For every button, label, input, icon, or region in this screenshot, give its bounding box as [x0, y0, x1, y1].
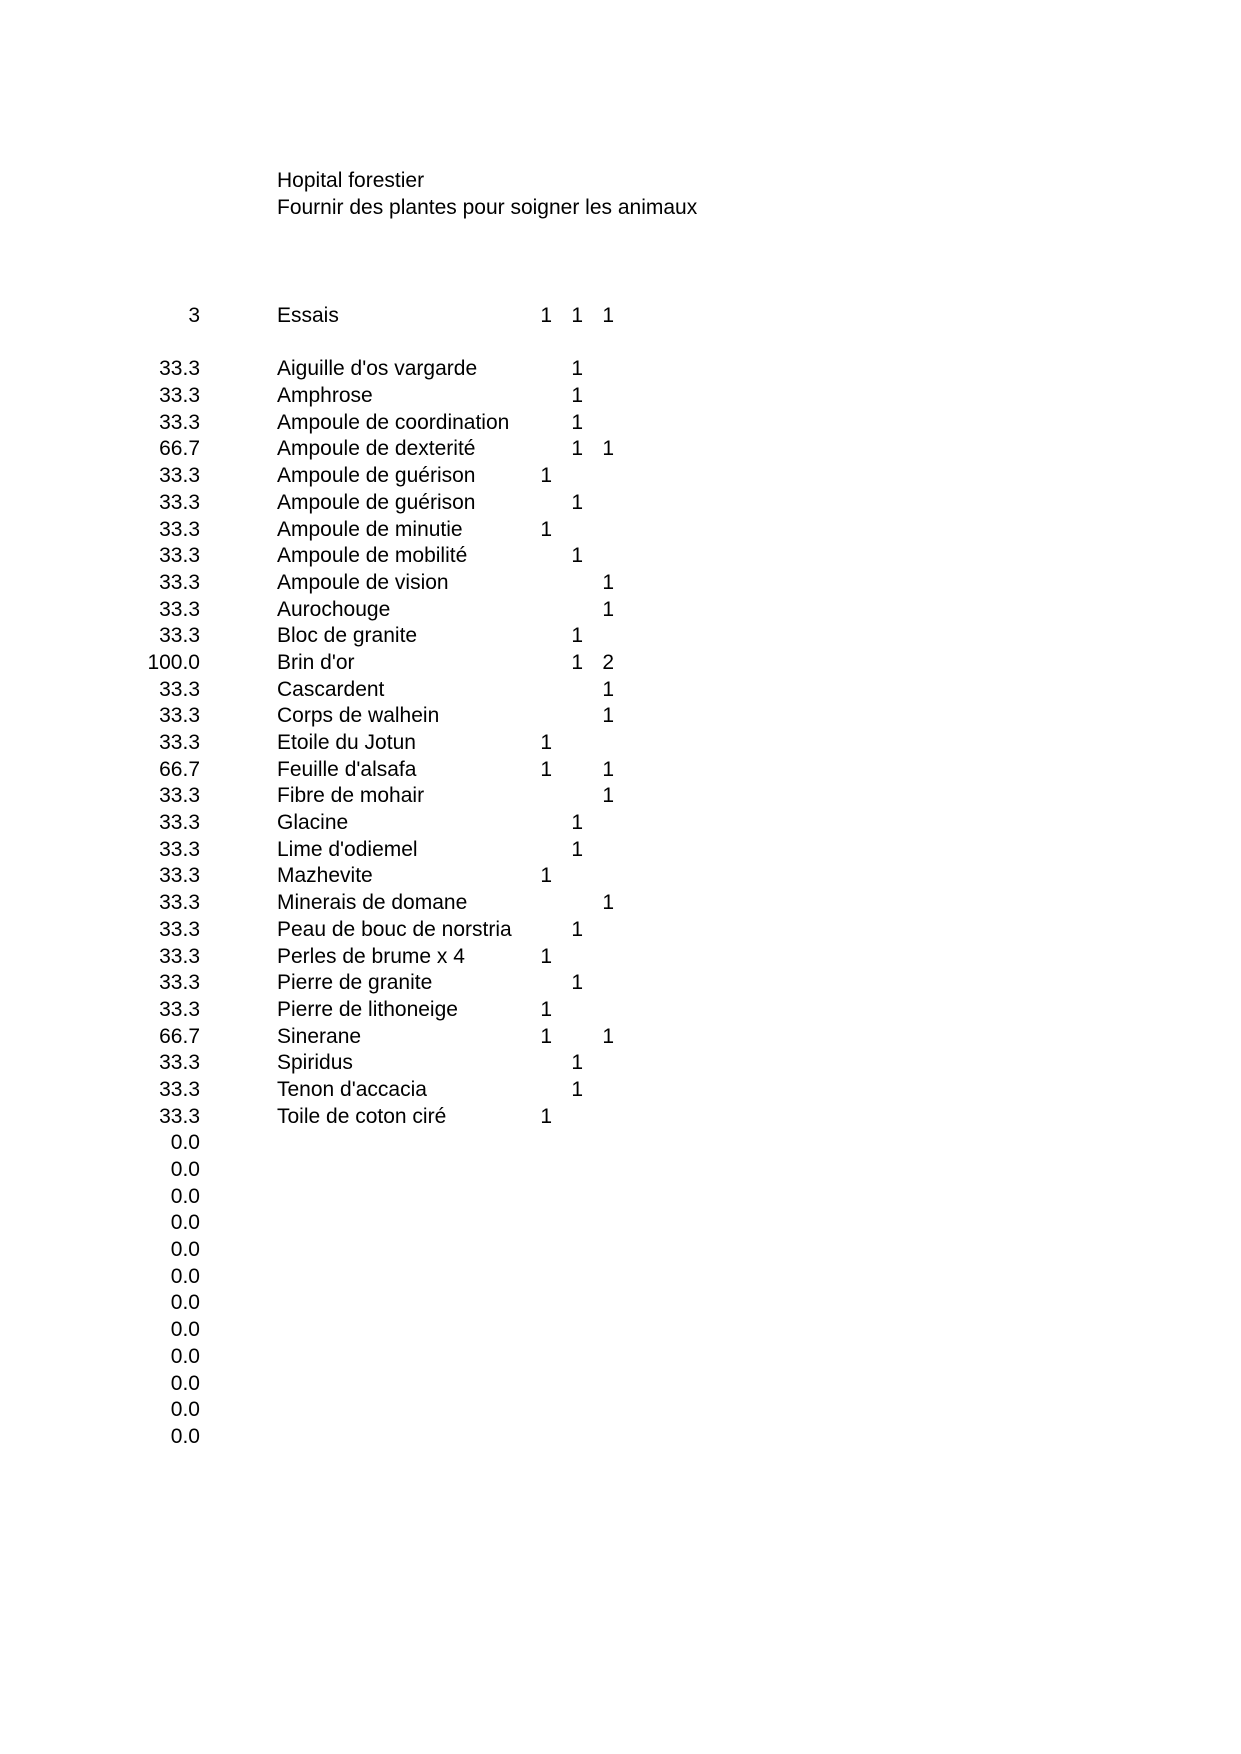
- ingredient-percent: 33.3: [159, 784, 200, 808]
- table-row: [0, 597, 1241, 624]
- trial-2-mark: 1: [571, 650, 583, 674]
- trial-3-mark: 1: [602, 437, 614, 461]
- ingredient-percent: 33.3: [159, 917, 200, 941]
- trial-2-mark: [553, 1210, 583, 1237]
- trial-3-mark: [584, 944, 614, 971]
- trial-3-mark: [584, 1290, 614, 1317]
- trial-3-mark: [584, 1104, 614, 1131]
- trial-2-mark: [553, 703, 583, 730]
- trial-3-mark: [584, 383, 614, 410]
- trial-3-mark: [584, 1344, 614, 1371]
- trial-3-mark: [584, 356, 614, 383]
- table-row: [0, 1210, 1241, 1237]
- table-row: [0, 970, 1241, 997]
- trial-1-mark: [522, 890, 552, 917]
- trial-2-mark: 1: [571, 811, 583, 835]
- ingredient-name: Bloc de granite: [277, 624, 418, 648]
- trial-2-mark: [553, 463, 583, 490]
- table-row: [0, 757, 1241, 784]
- trial-3-mark: [584, 863, 614, 890]
- ingredient-name: Ampoule de minutie: [277, 517, 463, 541]
- ingredient-percent: 33.3: [159, 864, 200, 888]
- ingredient-name: Perles de brume x 4: [277, 944, 465, 968]
- ingredient-percent: 33.3: [159, 1104, 200, 1128]
- trial-2-mark: [553, 783, 583, 810]
- table-row: [0, 517, 1241, 544]
- table-row: [0, 730, 1241, 757]
- ingredient-percent: 0.0: [170, 1264, 200, 1288]
- ingredient-percent: 33.3: [159, 677, 200, 701]
- ingredient-name: Ampoule de guérison: [277, 490, 476, 514]
- doc-subtitle: Fournir des plantes pour soigner les animaux: [277, 195, 698, 219]
- trial-2-mark: [553, 1104, 583, 1131]
- table-row: [0, 1264, 1241, 1291]
- ingredient-percent: 33.3: [159, 837, 200, 861]
- trial-1-mark: [522, 436, 552, 463]
- ingredient-name: Ampoule de dexterité: [277, 437, 476, 461]
- trial-3-mark: 1: [602, 757, 614, 781]
- table-row: [0, 783, 1241, 810]
- title-block: [277, 168, 697, 221]
- trial-3-mark: [584, 517, 614, 544]
- trial-1-mark: [522, 703, 552, 730]
- trial-2-mark: [553, 757, 583, 784]
- trial-3-mark: [584, 1157, 614, 1184]
- ingredient-percent: 0.0: [170, 1184, 200, 1208]
- header-essais-label: Essais: [277, 304, 339, 327]
- trial-3-mark: [584, 1264, 614, 1291]
- ingredient-percent: 33.3: [159, 1077, 200, 1101]
- ingredient-name: Cascardent: [277, 677, 385, 701]
- trial-2-mark: [553, 944, 583, 971]
- ingredient-name: Ampoule de guérison: [277, 464, 476, 488]
- ingredient-percent: 0.0: [170, 1318, 200, 1342]
- trial-1-mark: [522, 837, 552, 864]
- trial-1-mark: 1: [540, 944, 552, 968]
- trial-1-mark: 1: [540, 757, 552, 781]
- table-row: [0, 1371, 1241, 1398]
- ingredient-name: Aurochouge: [277, 597, 391, 621]
- trial-2-mark: [553, 730, 583, 757]
- trial-3-mark: [584, 623, 614, 650]
- ingredient-name: Mazhevite: [277, 864, 373, 888]
- trial-1-mark: [522, 650, 552, 677]
- ingredient-percent: 0.0: [170, 1398, 200, 1422]
- ingredient-name: Feuille d'alsafa: [277, 757, 417, 781]
- trial-1-mark: [522, 1210, 552, 1237]
- trial-2-mark: [553, 1317, 583, 1344]
- table-row: [0, 1157, 1241, 1184]
- trial-1-mark: [522, 1050, 552, 1077]
- ingredient-percent: 33.3: [159, 490, 200, 514]
- trial-1-mark: [522, 917, 552, 944]
- ingredient-percent: 33.3: [159, 997, 200, 1021]
- table-row: [0, 490, 1241, 517]
- trial-2-mark: 1: [571, 917, 583, 941]
- ingredient-percent: 33.3: [159, 597, 200, 621]
- header-trial-col-3: 1: [602, 304, 614, 327]
- trial-3-mark: 1: [602, 784, 614, 808]
- ingredient-name: Pierre de granite: [277, 971, 433, 995]
- trial-3-mark: [584, 1424, 614, 1451]
- ingredient-percent: 0.0: [170, 1424, 200, 1448]
- trial-2-mark: 1: [571, 437, 583, 461]
- ingredient-name: Tenon d'accacia: [277, 1077, 427, 1101]
- ingredient-percent: 33.3: [159, 811, 200, 835]
- trial-1-mark: 1: [540, 731, 552, 754]
- table-row: [0, 410, 1241, 437]
- ingredient-percent: 66.7: [159, 757, 200, 781]
- ingredient-percent: 33.3: [159, 517, 200, 541]
- table-row: [0, 1397, 1241, 1424]
- trial-2-mark: 1: [571, 971, 583, 995]
- trial-2-mark: 1: [571, 544, 583, 568]
- ingredient-name: Brin d'or: [277, 650, 355, 674]
- trial-2-mark: [553, 597, 583, 624]
- trial-1-mark: [522, 623, 552, 650]
- trial-1-mark: [522, 410, 552, 437]
- trial-2-mark: 1: [571, 1051, 583, 1075]
- ingredient-name: Ampoule de vision: [277, 570, 449, 594]
- ingredient-percent: 33.3: [159, 891, 200, 915]
- trial-1-mark: [522, 783, 552, 810]
- trial-1-mark: 1: [540, 997, 552, 1021]
- ingredient-name: Corps de walhein: [277, 704, 440, 728]
- table-row: [0, 890, 1241, 917]
- trial-2-mark: 1: [571, 624, 583, 648]
- trial-2-mark: [553, 1290, 583, 1317]
- data-grid: [0, 303, 1241, 1451]
- ingredient-name: Aiguille d'os vargarde: [277, 357, 478, 381]
- trial-1-mark: [522, 810, 552, 837]
- trial-1-mark: 1: [540, 1024, 552, 1048]
- header-trial-col-2: 1: [571, 304, 583, 327]
- trial-1-mark: [522, 543, 552, 570]
- trial-2-mark: [553, 863, 583, 890]
- ingredient-percent: 33.3: [159, 1051, 200, 1075]
- doc-title: Hopital forestier: [277, 169, 425, 192]
- trial-1-mark: [522, 1130, 552, 1157]
- ingredient-percent: 33.3: [159, 464, 200, 488]
- trial-1-mark: [522, 1397, 552, 1424]
- trial-1-mark: [522, 1344, 552, 1371]
- ingredient-name: Spiridus: [277, 1051, 353, 1075]
- table-row: [0, 997, 1241, 1024]
- table-row: [0, 570, 1241, 597]
- trial-3-mark: 1: [602, 1024, 614, 1048]
- table-row: [0, 543, 1241, 570]
- trial-1-mark: [522, 490, 552, 517]
- trial-1-mark: [522, 1424, 552, 1451]
- trial-2-mark: [553, 1424, 583, 1451]
- trial-3-mark: [584, 1077, 614, 1104]
- trial-2-mark: [553, 517, 583, 544]
- trial-1-mark: [522, 1317, 552, 1344]
- trial-1-mark: [522, 383, 552, 410]
- ingredient-percent: 0.0: [170, 1371, 200, 1395]
- trial-2-mark: [553, 1397, 583, 1424]
- trial-3-mark: [584, 410, 614, 437]
- header-row: [0, 303, 1241, 330]
- ingredient-percent: 66.7: [159, 1024, 200, 1048]
- ingredient-name: Glacine: [277, 811, 349, 835]
- ingredient-percent: 0.0: [170, 1158, 200, 1181]
- ingredient-percent: 0.0: [170, 1211, 200, 1235]
- ingredient-name: Amphrose: [277, 384, 373, 408]
- trial-2-mark: [553, 1371, 583, 1398]
- table-row: [0, 1344, 1241, 1371]
- trial-3-mark: [584, 810, 614, 837]
- table-row: [0, 1130, 1241, 1157]
- table-row: [0, 1024, 1241, 1051]
- trial-1-mark: [522, 1371, 552, 1398]
- ingredient-percent: 0.0: [170, 1131, 200, 1155]
- ingredient-name: Pierre de lithoneige: [277, 997, 458, 1021]
- trial-1-mark: [522, 1264, 552, 1291]
- ingredient-percent: 66.7: [159, 437, 200, 461]
- table-row: [0, 1237, 1241, 1264]
- trial-2-mark: [553, 1264, 583, 1291]
- trial-2-mark: 1: [571, 1077, 583, 1101]
- trial-1-mark: 1: [540, 1104, 552, 1128]
- table-row: [0, 383, 1241, 410]
- ingredient-percent: 33.3: [159, 624, 200, 648]
- ingredient-name: Etoile du Jotun: [277, 731, 416, 754]
- ingredient-percent: 0.0: [170, 1238, 200, 1262]
- trial-3-mark: [584, 490, 614, 517]
- trial-1-mark: [522, 1290, 552, 1317]
- table-row: [0, 677, 1241, 704]
- table-row: [0, 810, 1241, 837]
- ingredient-percent: 100.0: [147, 650, 200, 674]
- trial-2-mark: 1: [571, 357, 583, 381]
- trial-3-mark: [584, 970, 614, 997]
- ingredient-percent: 33.3: [159, 944, 200, 968]
- trial-3-mark: [584, 1130, 614, 1157]
- header-trial-count: 3: [188, 304, 200, 327]
- trial-3-mark: [584, 1317, 614, 1344]
- trial-1-mark: [522, 356, 552, 383]
- ingredient-percent: 33.3: [159, 570, 200, 594]
- ingredient-name: Peau de bouc de norstria: [277, 917, 512, 941]
- ingredient-percent: 0.0: [170, 1291, 200, 1315]
- trial-2-mark: [553, 1184, 583, 1211]
- table-row: [0, 463, 1241, 490]
- spacer-row: [0, 330, 1241, 357]
- table-row: [0, 1424, 1241, 1451]
- table-row: [0, 944, 1241, 971]
- trial-3-mark: 1: [602, 597, 614, 621]
- table-row: [0, 917, 1241, 944]
- trial-2-mark: [553, 1237, 583, 1264]
- table-row: [0, 1050, 1241, 1077]
- table-row: [0, 436, 1241, 463]
- trial-3-mark: [584, 730, 614, 757]
- table-row: [0, 1104, 1241, 1131]
- table-row: [0, 1184, 1241, 1211]
- trial-2-mark: 1: [571, 490, 583, 514]
- trial-2-mark: 1: [571, 837, 583, 861]
- trial-3-mark: [584, 1184, 614, 1211]
- ingredient-name: Ampoule de mobilité: [277, 544, 468, 568]
- ingredient-percent: 33.3: [159, 384, 200, 408]
- trial-1-mark: [522, 570, 552, 597]
- trial-2-mark: 1: [571, 384, 583, 408]
- ingredient-name: Minerais de domane: [277, 891, 468, 915]
- table-row: [0, 356, 1241, 383]
- trial-3-mark: 1: [602, 704, 614, 728]
- trial-2-mark: [553, 1157, 583, 1184]
- table-row: [0, 837, 1241, 864]
- ingredient-name: Ampoule de coordination: [277, 410, 510, 434]
- table-row: [0, 1317, 1241, 1344]
- trial-2-mark: 1: [571, 410, 583, 434]
- trial-3-mark: [584, 1050, 614, 1077]
- table-row: [0, 1077, 1241, 1104]
- trial-3-mark: 1: [602, 677, 614, 701]
- trial-1-mark: 1: [540, 864, 552, 888]
- table-row: [0, 650, 1241, 677]
- trial-2-mark: [553, 1130, 583, 1157]
- trial-1-mark: [522, 597, 552, 624]
- trial-3-mark: [584, 543, 614, 570]
- trial-1-mark: [522, 1077, 552, 1104]
- ingredient-name: Sinerane: [277, 1024, 362, 1048]
- trial-1-mark: [522, 1237, 552, 1264]
- trial-2-mark: [553, 570, 583, 597]
- trial-2-mark: [553, 1344, 583, 1371]
- trial-3-mark: 2: [602, 650, 614, 674]
- table-row: [0, 703, 1241, 730]
- ingredient-percent: 33.3: [159, 971, 200, 995]
- trial-1-mark: 1: [540, 517, 552, 541]
- ingredient-name: Lime d'odiemel: [277, 837, 418, 861]
- trial-1-mark: [522, 1157, 552, 1184]
- rows-container: [0, 356, 1241, 1450]
- trial-1-mark: [522, 677, 552, 704]
- trial-3-mark: [584, 1237, 614, 1264]
- ingredient-percent: 33.3: [159, 704, 200, 728]
- header-trial-col-1: 1: [540, 304, 552, 327]
- ingredient-percent: 33.3: [159, 731, 200, 754]
- trial-2-mark: [553, 997, 583, 1024]
- trial-3-mark: [584, 1397, 614, 1424]
- trial-1-mark: [522, 970, 552, 997]
- trial-3-mark: [584, 997, 614, 1024]
- ingredient-name: Toile de coton ciré: [277, 1104, 447, 1128]
- table-row: [0, 623, 1241, 650]
- trial-1-mark: 1: [540, 464, 552, 488]
- trial-3-mark: [584, 837, 614, 864]
- trial-3-mark: [584, 1210, 614, 1237]
- ingredient-percent: 33.3: [159, 410, 200, 434]
- trial-3-mark: [584, 917, 614, 944]
- trial-2-mark: [553, 1024, 583, 1051]
- table-row: [0, 1290, 1241, 1317]
- trial-3-mark: 1: [602, 570, 614, 594]
- ingredient-percent: 33.3: [159, 357, 200, 381]
- trial-2-mark: [553, 890, 583, 917]
- ingredient-percent: 0.0: [170, 1344, 200, 1368]
- table-row: [0, 863, 1241, 890]
- trial-3-mark: [584, 463, 614, 490]
- trial-3-mark: [584, 1371, 614, 1398]
- trial-2-mark: [553, 677, 583, 704]
- ingredient-percent: 33.3: [159, 544, 200, 568]
- trial-1-mark: [522, 1184, 552, 1211]
- trial-3-mark: 1: [602, 891, 614, 915]
- ingredient-name: Fibre de mohair: [277, 784, 425, 808]
